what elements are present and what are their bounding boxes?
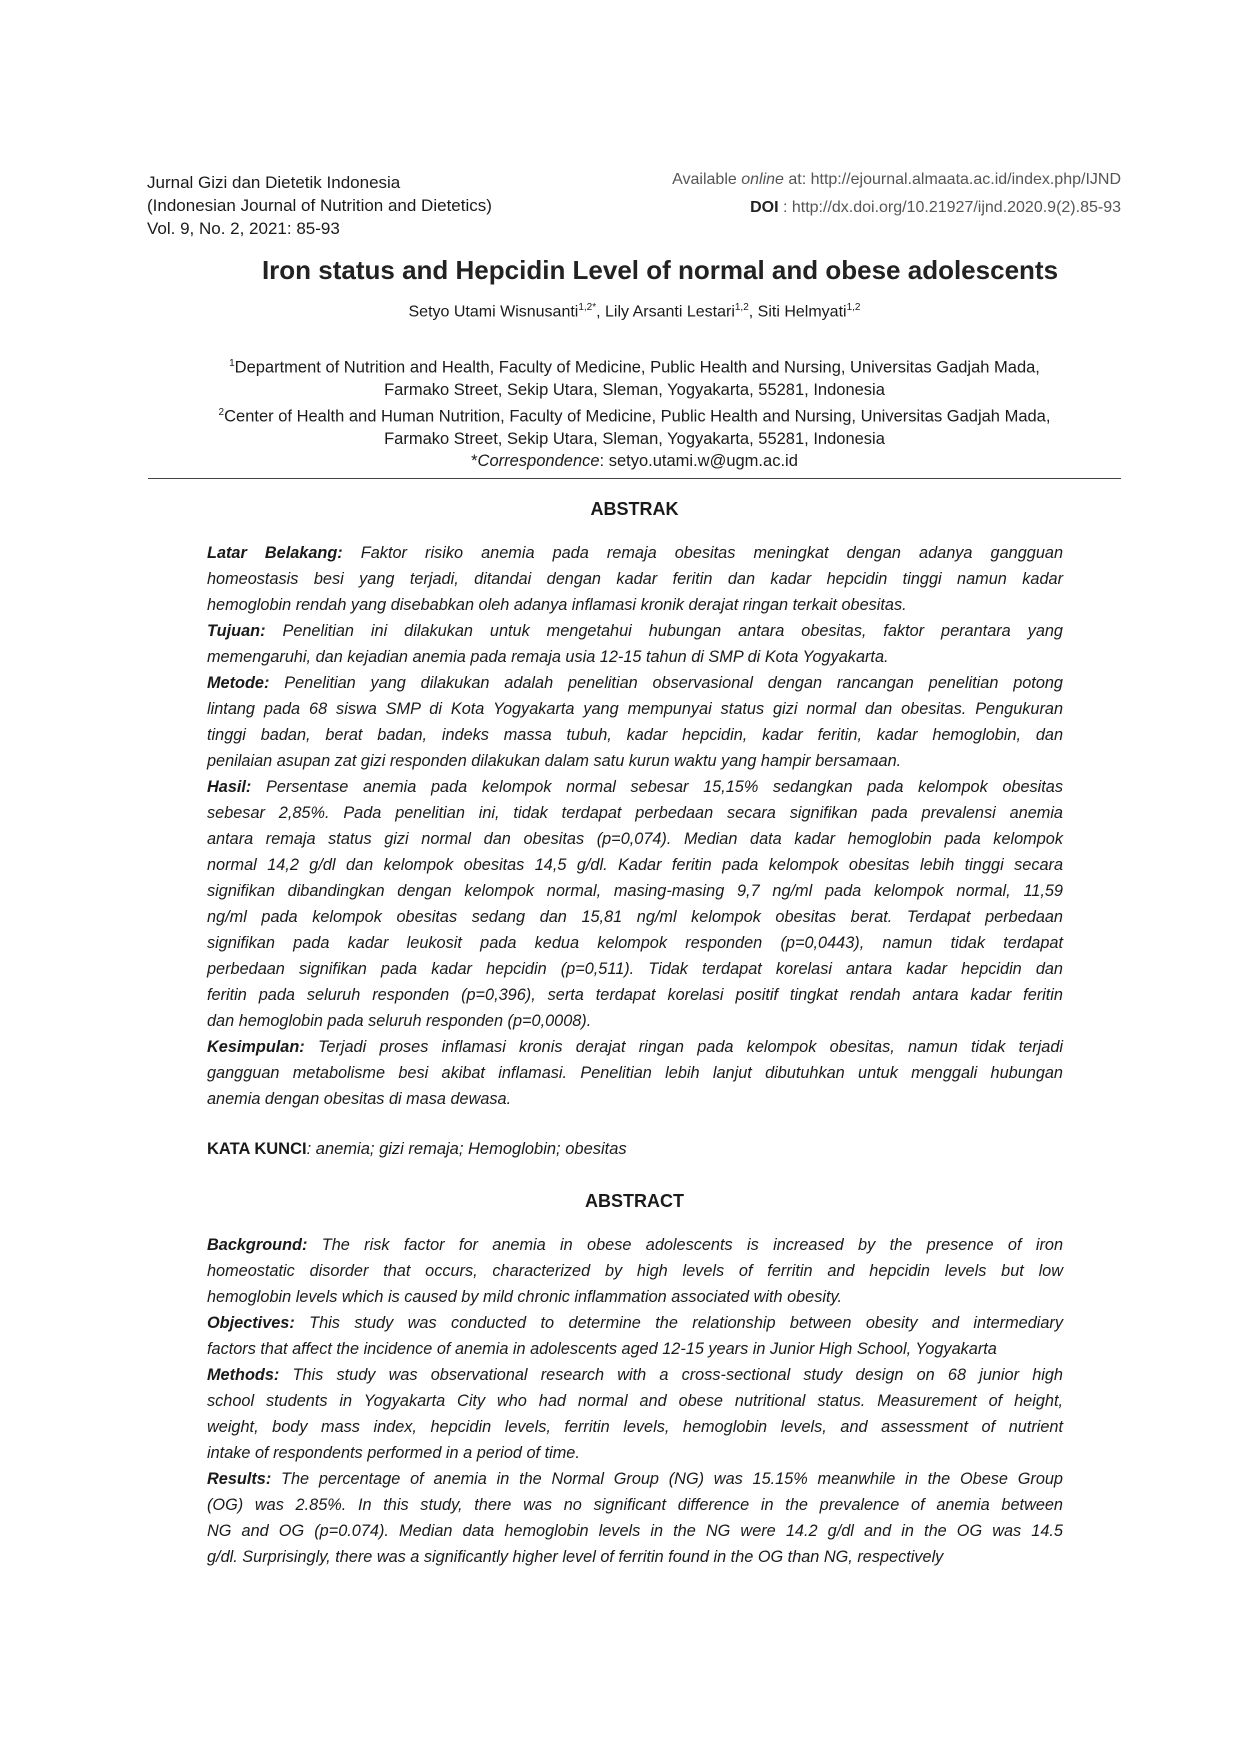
paragraph-label: Kesimpulan:	[207, 1038, 305, 1056]
abstract-line	[207, 930, 1063, 956]
journal-name-english: (Indonesian Journal of Nutrition and Dietetics)	[147, 196, 492, 215]
line-text	[207, 674, 1063, 692]
abstract-line	[207, 1258, 1063, 1284]
paragraph-label: Hasil:	[207, 778, 252, 796]
journal-url[interactable]: at: http://ejournal.almaata.ac.id/index.php/IJND	[783, 171, 1121, 188]
line-text	[207, 1090, 511, 1108]
keywords-value: : anemia; gizi remaja; Hemoglobin; obesitas	[306, 1140, 627, 1158]
line-text	[207, 700, 1063, 718]
abstract-line	[207, 1310, 1063, 1336]
paragraph-text: Faktor risiko anemia pada remaja obesitas meningkat dengan adanya gangguan	[342, 544, 1063, 562]
affiliation-1-address: Farmako Street, Sekip Utara, Sleman, Yogyakarta, 55281, Indonesia	[384, 381, 885, 399]
abstract-line	[207, 1034, 1063, 1060]
line-text	[207, 1038, 1063, 1056]
paragraph-text: hemoglobin levels which is caused by mild chronic inflammation associated with obesity.	[207, 1288, 842, 1306]
paragraph-text: feritin pada seluruh responden (p=0,396), serta terdapat korelasi positif tingkat rendah antara kadar feritin	[207, 986, 1063, 1004]
abstract-line	[207, 748, 1063, 774]
paragraph-text: penilaian asupan zat gizi responden dilakukan dalam satu kurun waktu yang hampir bersamaan.	[207, 752, 902, 770]
paragraph-label: Tujuan:	[207, 622, 266, 640]
paragraph-text: lintang pada 68 siswa SMP di Kota Yogyakarta yang mempunyai status gizi normal dan obesitas. Pengukuran	[207, 700, 1063, 718]
paragraph-text: (OG) was 2.85%. In this study, there was no significant difference in the prevalence of anemia between	[207, 1496, 1063, 1514]
author-separator: ,	[748, 303, 758, 321]
line-text	[207, 1288, 842, 1306]
abstract-line	[207, 1060, 1063, 1086]
affiliation-text: Center of Health and Human Nutrition, Faculty of Medicine, Public Health and Nursing, Universitas Gadjah Mada,	[224, 407, 1051, 425]
affiliation-1	[148, 353, 1121, 379]
line-text	[207, 752, 901, 770]
header-divider	[148, 478, 1121, 479]
paragraph-text: perbedaan signifikan pada kadar hepcidin (p=0,511). Tidak terdapat korelasi antara kadar hepcidin dan	[207, 960, 1063, 978]
line-text	[207, 934, 1063, 952]
paragraph-text: Penelitian ini dilakukan untuk mengetahui hubungan antara obesitas, faktor perantara yang	[265, 622, 1063, 640]
abstract-line	[207, 540, 1063, 566]
paragraph-label: Objectives:	[207, 1314, 295, 1332]
abstract-line	[207, 696, 1063, 722]
paragraph-text: NG and OG (p=0.074). Median data hemoglobin levels in the NG were 14.2 g/dl and in the OG was 14.5	[207, 1522, 1063, 1540]
abstract-line	[207, 1284, 1063, 1310]
abstract-line	[207, 1086, 1063, 1112]
paragraph-label: Results:	[207, 1470, 272, 1488]
corr-email[interactable]: : setyo.utami.w@ugm.ac.id	[599, 452, 798, 470]
line-text	[207, 1314, 1063, 1332]
paragraph-text: gangguan metabolisme besi akibat inflamasi. Penelitian lebih lanjut dibutuhkan untuk menggali hubungan	[207, 1064, 1063, 1082]
author-list	[148, 302, 1121, 321]
paper-title: Iron status and Hepcidin Level of normal and obese adolescents	[261, 255, 1059, 285]
affiliation-2	[148, 402, 1121, 428]
line-text	[207, 830, 1063, 848]
paragraph-text: tinggi badan, berat badan, indeks massa tubuh, kadar hepcidin, kadar feritin, kadar hemoglobin, dan	[207, 726, 1063, 744]
abstract-line	[207, 566, 1063, 592]
paragraph-text: Terjadi proses inflamasi kronis derajat ringan pada kelompok obesitas, namun tidak terjadi	[304, 1038, 1063, 1056]
paragraph-label: Metode:	[207, 674, 270, 692]
abstract-line	[207, 1336, 1063, 1362]
paragraph-text: Penelitian yang dilakukan adalah penelitian observasional dengan rancangan penelitian potong	[269, 674, 1063, 692]
author-name: Siti Helmyati	[757, 303, 847, 321]
line-text	[207, 1444, 580, 1462]
paragraph-text: g/dl. Surprisingly, there was a significantly higher level of ferritin found in the OG than NG, respectively	[207, 1548, 944, 1566]
paragraph-text: This study was observational research with a cross-sectional study design on 68 junior high	[279, 1366, 1063, 1384]
line-text	[207, 1522, 1063, 1540]
paragraph-text: The risk factor for anemia in obese adolescents is increased by the presence of iron	[307, 1236, 1063, 1254]
paragraph-text: sebesar 2,85%. Pada penelitian ini, tidak terdapat perbedaan secara signifikan pada prevalensi anemia	[207, 804, 1063, 822]
doi	[672, 199, 1121, 217]
line-text	[207, 544, 1063, 562]
line-text	[207, 908, 1063, 926]
abstract-line	[207, 1440, 1063, 1466]
abstract-line	[207, 774, 1063, 800]
line-text	[207, 1340, 997, 1358]
doi-link[interactable]: : http://dx.doi.org/10.21927/ijnd.2020.9(2).85-93	[778, 199, 1121, 216]
paragraph-text: antara remaja status gizi normal dan obesitas (p=0,074). Median data kadar hemoglobin pada kelompok	[207, 830, 1063, 848]
corr-star: *	[471, 452, 478, 470]
abstract-line	[207, 1544, 1063, 1570]
journal-links	[672, 171, 1121, 217]
line-text	[207, 622, 1063, 640]
abstract-line	[207, 1414, 1063, 1440]
abstrak-body	[207, 540, 1063, 1112]
available-prefix: Available	[672, 171, 742, 188]
paragraph-text: Persentase anemia pada kelompok normal sebesar 15,15% sedangkan pada kelompok obesitas	[251, 778, 1063, 796]
available-online-word: online	[741, 171, 784, 188]
paragraph-label: Latar Belakang:	[207, 544, 343, 562]
abstract-line	[207, 1466, 1063, 1492]
line-text	[207, 596, 907, 614]
line-text	[207, 1262, 1063, 1280]
affiliations	[148, 353, 1121, 473]
paragraph-text: signifikan dibandingkan dengan kelompok normal, masing-masing 9,7 ng/ml pada kelompok normal, 11,59	[207, 882, 1063, 900]
author-affiliation-sup: 1,2	[846, 302, 861, 313]
paragraph-text: The percentage of anemia in the Normal Group (NG) was 15.15% meanwhile in the Obese Group	[271, 1470, 1063, 1488]
paragraph-text: homeostatic disorder that occurs, characterized by high levels of ferritin and hepcidin levels but low	[207, 1262, 1063, 1280]
affiliation-sup: 1	[229, 358, 235, 369]
paragraph-text: hemoglobin rendah yang disebabkan oleh adanya inflamasi kronik derajat ringan terkait obesitas.	[207, 596, 907, 614]
paragraph-text: signifikan pada kadar leukosit pada kedua kelompok responden (p=0,0443), namun tidak terdapat	[207, 934, 1063, 952]
paragraph-text: anemia dengan obesitas di masa dewasa.	[207, 1090, 512, 1108]
available-online	[672, 171, 1121, 189]
paragraph-text: homeostasis besi yang terjadi, ditandai dengan kadar feritin dan kadar hepcidin tinggi namun kadar	[207, 570, 1063, 588]
line-text	[207, 570, 1063, 588]
author-name: Lily Arsanti Lestari	[605, 303, 735, 321]
abstract-line	[207, 644, 1063, 670]
author-name: Setyo Utami Wisnusanti	[408, 303, 579, 321]
abstract-line	[207, 1362, 1063, 1388]
abstract-line	[207, 618, 1063, 644]
affiliation-text: Department of Nutrition and Health, Faculty of Medicine, Public Health and Nursing, Universitas Gadjah Mada,	[234, 358, 1040, 377]
correspondence	[148, 450, 1121, 473]
journal-volume: Vol. 9, No. 2, 2021: 85-93	[147, 219, 340, 238]
paragraph-text: school students in Yogyakarta City who had normal and obese nutritional status. Measurement of height,	[207, 1392, 1063, 1410]
abstract-line	[207, 1232, 1063, 1258]
abstrak-heading: ABSTRAK	[590, 499, 679, 519]
line-text	[207, 1392, 1063, 1410]
abstract-line	[207, 1492, 1063, 1518]
abstract-line	[207, 800, 1063, 826]
line-text	[207, 804, 1063, 822]
abstract-line	[207, 878, 1063, 904]
author-affiliation-sup: 1,2*	[578, 302, 597, 313]
corr-label: Correspondence	[477, 452, 600, 470]
paragraph-text: normal 14,2 g/dl dan kelompok obesitas 14,5 g/dl. Kadar feritin pada kelompok obesitas lebih tinggi secara	[207, 856, 1063, 874]
abstract-line	[207, 1008, 1063, 1034]
author-separator: ,	[596, 303, 606, 321]
author-affiliation-sup: 1,2	[734, 302, 749, 313]
abstract-line	[207, 956, 1063, 982]
keywords-label: KATA KUNCI	[207, 1140, 307, 1158]
journal-info	[147, 171, 492, 240]
line-text	[207, 856, 1063, 874]
line-text	[207, 1366, 1063, 1384]
paragraph-text: ng/ml pada kelompok obesitas sedang dan 15,81 ng/ml kelompok obesitas berat. Terdapat perbedaan	[207, 908, 1063, 926]
line-text	[207, 726, 1063, 744]
abstract-line	[207, 592, 1063, 618]
line-text	[207, 1548, 943, 1566]
abstract-line	[207, 670, 1063, 696]
paragraph-label: Background:	[207, 1236, 308, 1254]
line-text	[207, 1012, 591, 1030]
keywords	[207, 1140, 627, 1159]
line-text	[207, 960, 1063, 978]
paragraph-text: dan hemoglobin pada seluruh responden (p=0,0008).	[207, 1012, 592, 1030]
paragraph-label: Methods:	[207, 1366, 280, 1384]
abstract-line	[207, 1388, 1063, 1414]
paragraph-text: weight, body mass index, hepcidin levels, ferritin levels, hemoglobin levels, and assessment of nutrient	[207, 1418, 1063, 1436]
line-text	[207, 1236, 1063, 1254]
abstract-heading: ABSTRACT	[585, 1191, 684, 1211]
line-text	[207, 1064, 1063, 1082]
paragraph-text: intake of respondents performed in a period of time.	[207, 1444, 580, 1462]
abstract-line	[207, 722, 1063, 748]
affiliation-sup: 2	[218, 406, 225, 418]
abstract-line	[207, 1518, 1063, 1544]
journal-name: Jurnal Gizi dan Dietetik Indonesia	[147, 173, 401, 192]
line-text	[207, 1496, 1063, 1514]
paragraph-text: factors that affect the incidence of anemia in adolescents aged 12-15 years in Junior High School, Yogyakarta	[207, 1340, 997, 1358]
abstract-line	[207, 904, 1063, 930]
paragraph-text: memengaruhi, dan kejadian anemia pada remaja usia 12-15 tahun di SMP di Kota Yogyakarta.	[207, 648, 889, 666]
abstract-body	[207, 1232, 1063, 1570]
abstract-line	[207, 852, 1063, 878]
line-text	[207, 986, 1063, 1004]
abstract-line	[207, 826, 1063, 852]
affiliation-2-address: Farmako Street, Sekip Utara, Sleman, Yogyakarta, 55281, Indonesia	[384, 429, 885, 448]
line-text	[207, 882, 1063, 900]
abstract-line	[207, 982, 1063, 1008]
doi-label: DOI	[750, 199, 779, 216]
paragraph-text: This study was conducted to determine the relationship between obesity and intermediary	[294, 1314, 1063, 1332]
line-text	[207, 778, 1063, 796]
line-text	[207, 1470, 1063, 1488]
line-text	[207, 1418, 1063, 1436]
line-text	[207, 648, 889, 666]
